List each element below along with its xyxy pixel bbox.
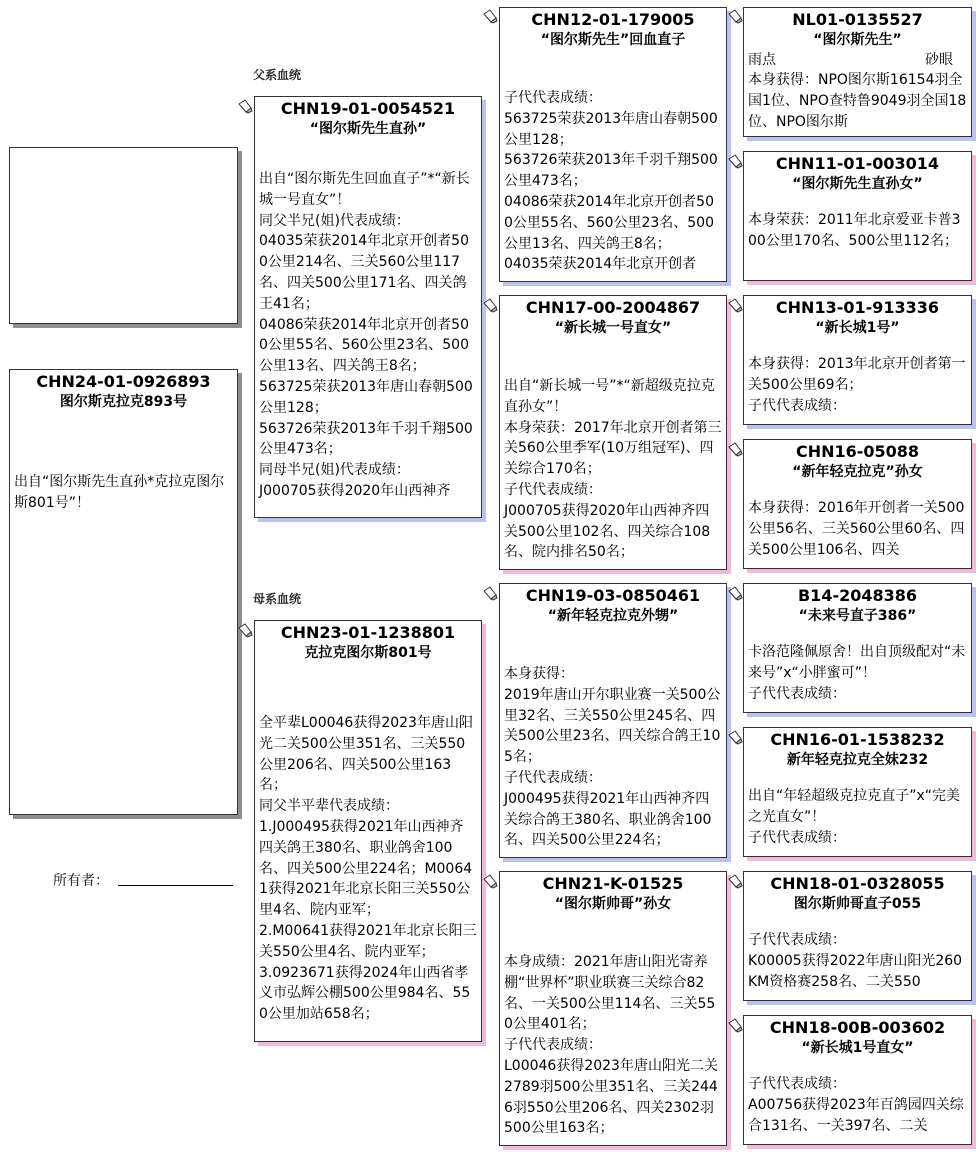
gen3-1-desc: 子代代表成绩： 563725荣获2013年唐山春朝500公里128； 563726荣获2013年千羽千翔500公里473名； 04086荣获2014年北京开创者500公里55名、560公里23名、500公里13名、四关鸽王8名； 04035荣获2014年北京开创者 [504,90,718,273]
edit-gen3-2-icon[interactable] [482,297,498,313]
gen4-4-ring: CHN16-05088 [795,442,920,461]
gen3-1-ring: CHN12-01-179005 [531,10,695,29]
gen4-card-3 [743,295,972,425]
gen4-6-name: 新年轻克拉克全妹232 [786,752,929,768]
gen4-3-name: “新长城1号” [815,320,900,336]
subject-ring: CHN24-01-0926893 [36,372,211,391]
sire-desc: 出自“图尔斯先生回血直子”*“新长城一号直女”！ 同父半兄(姐)代表成绩： 04035荣获2014年北京开创者500公里214名、三关560公里117名、四关500公里171名、四关鸽王41名； 04086荣获2014年北京开创者500公里55名、560公里23名、500公里13名、四关鸽王8名； 563725荣获2013年唐山春朝500公里128； 563726荣获2013年千羽千翔500公里473名； 同母半兄(姐)代表成绩： J000705获得2020年山西神齐 [259,171,473,499]
subject-card [9,369,238,815]
gen4-5-desc: 卡洛范隆佩原舍！出自顶级配对“未来号”x“小胖蜜可”！ 子代代表成绩： [748,644,966,702]
gen4-4-desc: 本身获得：2016年开创者一关500公里56名、三关560公里60名、四关500公里106名、四关 [748,500,965,558]
gen4-5-name: “未来号直子386” [798,608,917,624]
gen4-8-ring: CHN18-00B-003602 [769,1018,946,1037]
edit-gen4-6-icon[interactable] [727,729,743,745]
dam-name: 克拉克图尔斯801号 [304,645,432,661]
photo-box [9,147,238,324]
gen4-2-desc: 本身荣获：2011年北京爱亚卡普300公里170名、500公里112名； [748,212,961,249]
granddam-maternal-card [499,871,727,1146]
gen4-card-1 [743,7,972,137]
gen4-7-ring: CHN18-01-0328055 [770,874,945,893]
maternal-label: 母系血统 [253,592,302,606]
gen4-7-name: 图尔斯帅哥直子055 [793,896,922,912]
paternal-label: 父系血统 [253,68,302,82]
gen4-8-desc: 子代代表成绩： A00756获得2023年百鸽园四关综合131名、一关397名、二关 [748,1076,964,1134]
edit-gen4-2-icon[interactable] [727,153,743,169]
gen3-3-ring: CHN19-03-0850461 [525,586,701,605]
sire-name: “图尔斯先生直孙” [309,121,427,137]
gen4-3-ring: CHN13-01-913336 [775,298,940,317]
sire-ring: CHN19-01-0054521 [280,99,456,118]
gen4-card-4 [743,439,972,569]
gen4-8-name: “新长城1号直女” [801,1040,914,1056]
gen4-6-ring: CHN16-01-1538232 [770,730,945,749]
subject-desc: 出自“图尔斯先生直孙*克拉克图尔斯801号”！ [14,474,225,511]
edit-gen4-8-icon[interactable] [727,1017,743,1033]
gen3-4-name: “图尔斯帅哥”孙女 [554,896,672,912]
gen4-1-name: “图尔斯先生” [813,32,902,48]
dam-card [254,620,482,1042]
gen4-2-ring: CHN11-01-003014 [775,154,940,173]
dam-ring: CHN23-01-1238801 [280,623,456,642]
gen4-card-5 [743,583,972,713]
gen4-5-ring: B14-2048386 [797,586,918,605]
edit-gen3-3-icon[interactable] [482,585,498,601]
edit-sire-icon[interactable] [237,98,253,114]
eye-sign-label: 雨点 [748,52,776,68]
gen4-card-8 [743,1015,972,1145]
edit-gen4-4-icon[interactable] [727,441,743,457]
gen3-3-name: “新年轻克拉克外甥” [547,608,679,624]
gen4-1-features [744,50,971,70]
gen4-1-ring: NL01-0135527 [792,10,923,29]
gen4-7-desc: 子代代表成绩： K00005获得2022年唐山阳光260KM资格赛258名、二关550 [748,932,963,990]
edit-gen3-1-icon[interactable] [482,8,498,24]
gen4-2-name: “图尔斯先生直孙女” [792,176,923,192]
gen3-3-desc: 本身获得： 2019年唐山开尔职业赛一关500公里32名、三关550公里245名、四关500公里23名、四关综合鸽王105名； 子代代表成绩： J000495获得2021年山西神齐四关综合鸽王380名、职业鸽舍100名、四关500公里224名； [504,666,721,849]
gen3-2-ring: CHN17-00-2004867 [525,298,701,317]
subject-name: 图尔斯克拉克893号 [59,394,188,410]
owner-label: 所有者： [53,873,109,889]
edit-gen3-4-icon[interactable] [482,873,498,889]
edit-dam-icon[interactable] [237,622,253,638]
gen4-card-7 [743,871,972,1001]
gen4-card-6 [743,727,972,857]
gen3-4-desc: 本身成绩：2021年唐山阳光寄养棚“世界杯”职业联赛三关综合82名、一关500公里114名、三关550公里401名； 子代代表成绩： L00046获得2023年唐山阳光二关2789羽500公里351名、三关2446羽550公里206名、四关2302羽500公里163名； [504,954,718,1137]
gen4-card-2 [743,151,972,281]
gen4-3-desc: 本身获得：2013年北京开创者第一关500公里69名； 子代代表成绩： [748,356,966,414]
edit-gen4-3-icon[interactable] [727,297,743,313]
gen3-2-desc: 出自“新长城一号”*“新超级克拉克直孙女”！ 本身荣获：2017年北京开创者第三关560公里季军(10万组冠军)、四关综合170名； 子代代表成绩： J000705获得2020年山西神齐四关500公里102名、四关综合108名、院内排名50名； [504,378,722,561]
eye-type-label: 砂眼 [925,52,953,68]
edit-gen4-7-icon[interactable] [727,873,743,889]
gen3-1-name: “图尔斯先生”回血直子 [540,32,686,48]
dam-desc: 全平辈L00046获得2023年唐山阳光二关500公里351名、三关550公里206名、四关500公里163名； 同父半平辈代表成绩： 1.J000495获得2021年山西神齐四关鸽王380名、职业鸽舍100名、四关500公里224名；M00641获得2021年北京长阳三关550公里4名、院内亚军； 2.M00641获得2021年北京长阳三关550公里4名、院内亚军； 3.0923671获得2024年山西省孝义市弘辉公棚500公里984名、550公里加站658名； [259,715,477,1023]
sire-card [254,96,482,518]
gen4-4-name: “新年轻克拉克”孙女 [792,464,923,480]
gen3-4-ring: CHN21-K-01525 [542,874,684,893]
granddam-paternal-card [499,295,727,570]
gen3-2-name: “新长城一号直女” [554,320,672,336]
edit-gen4-5-icon[interactable] [727,585,743,601]
gen4-1-desc: 本身获得：NPO图尔斯16154羽全国1位、NPO查特鲁9049羽全国18位、NPO图尔斯 [748,72,967,130]
owner-field[interactable] [118,885,233,886]
grandsire-maternal-card [499,583,727,858]
grandsire-paternal-card [499,7,727,282]
gen4-6-desc: 出自“年轻超级克拉克直子”x“完美之光直女”！ 子代代表成绩： [748,788,961,846]
edit-gen4-1-icon[interactable] [727,8,743,24]
